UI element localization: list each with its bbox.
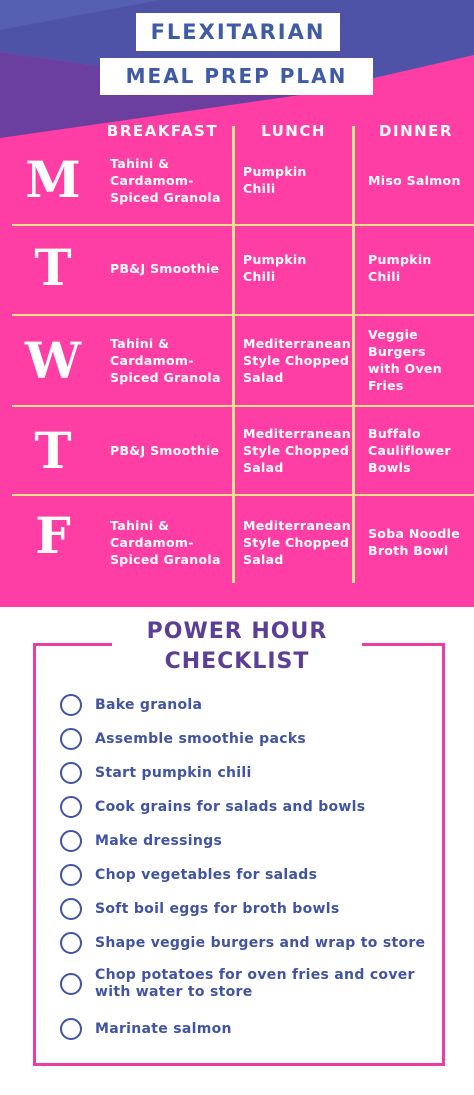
meal-cell-breakfast: Tahini & Cardamom- Spiced Granola [110,517,221,567]
checklist-item[interactable] [60,728,440,750]
meal-cell-lunch: Mediterranean Style Chopped Salad [243,517,351,567]
column-header-dinner: DINNER [379,122,453,140]
day-label-monday: M [25,150,81,209]
checkbox-circle-icon[interactable] [60,973,82,995]
grid-divider [12,224,474,226]
meal-cell-dinner: Veggie Burgers with Oven Fries [368,327,442,393]
title-line-2: MEAL PREP PLAN [100,58,373,95]
meal-cell-dinner: Soba Noodle Broth Bowl [368,526,460,558]
meal-cell-lunch: Mediterranean Style Chopped Salad [243,425,351,475]
checkbox-circle-icon[interactable] [60,898,82,920]
column-header-breakfast: BREAKFAST [106,122,219,140]
checklist-item[interactable] [60,694,440,716]
checklist-item[interactable] [60,830,440,852]
meal-cell-breakfast: Tahini & Cardamom- Spiced Granola [110,335,221,385]
meal-cell-breakfast: PB&J Smoothie [110,442,220,458]
checkbox-circle-icon[interactable] [60,762,82,784]
grid-divider [12,494,474,496]
checklist-item-label: Start pumpkin chili [95,764,252,781]
meal-cell-dinner: Pumpkin Chili [368,252,432,284]
grid-divider [12,314,474,316]
checklist-item-label: Assemble smoothie packs [95,730,307,747]
checklist-item-label: Chop vegetables for salads [95,866,318,883]
day-label-tuesday: T [34,238,72,297]
checklist-item[interactable] [60,967,440,1001]
meal-cell-lunch: Pumpkin Chili [243,252,307,284]
column-header-lunch: LUNCH [261,122,326,140]
title-line-1: FLEXITARIAN [136,13,340,51]
checklist-item-label: Chop potatoes for oven fries and cover with water to store [95,967,415,1000]
grid-divider [12,405,474,407]
meal-cell-breakfast: PB&J Smoothie [110,260,220,276]
meal-cell-dinner: Miso Salmon [368,172,461,188]
checklist-item-label: Soft boil eggs for broth bowls [95,900,340,917]
checklist-item[interactable] [60,796,440,818]
checklist-item[interactable] [60,762,440,784]
checkbox-circle-icon[interactable] [60,864,82,886]
day-label-wednesday: W [24,331,82,390]
checklist-item-label: Cook grains for salads and bowls [95,798,366,815]
checklist-item[interactable] [60,864,440,886]
checklist-title: POWER HOUR CHECKLIST [112,617,362,677]
meal-cell-lunch: Mediterranean Style Chopped Salad [243,335,351,385]
checklist-item-label: Bake granola [95,696,203,713]
checklist-item[interactable] [60,898,440,920]
checkbox-circle-icon[interactable] [60,830,82,852]
grid-divider [232,126,235,583]
day-label-friday: F [35,506,71,565]
checkbox-circle-icon[interactable] [60,1018,82,1040]
meal-cell-lunch: Pumpkin Chili [243,164,307,196]
checkbox-circle-icon[interactable] [60,728,82,750]
meal-cell-dinner: Buffalo Cauliflower Bowls [368,425,451,475]
day-label-thursday: T [34,421,72,480]
checklist-item-label: Make dressings [95,832,223,849]
checkbox-circle-icon[interactable] [60,932,82,954]
checklist-item[interactable] [60,932,440,954]
checklist-item-label: Shape veggie burgers and wrap to store [95,934,426,951]
checkbox-circle-icon[interactable] [60,796,82,818]
meal-cell-breakfast: Tahini & Cardamom- Spiced Granola [110,155,221,205]
checklist-item-label: Marinate salmon [95,1020,232,1037]
checklist-item[interactable] [60,1018,440,1040]
checkbox-circle-icon[interactable] [60,694,82,716]
